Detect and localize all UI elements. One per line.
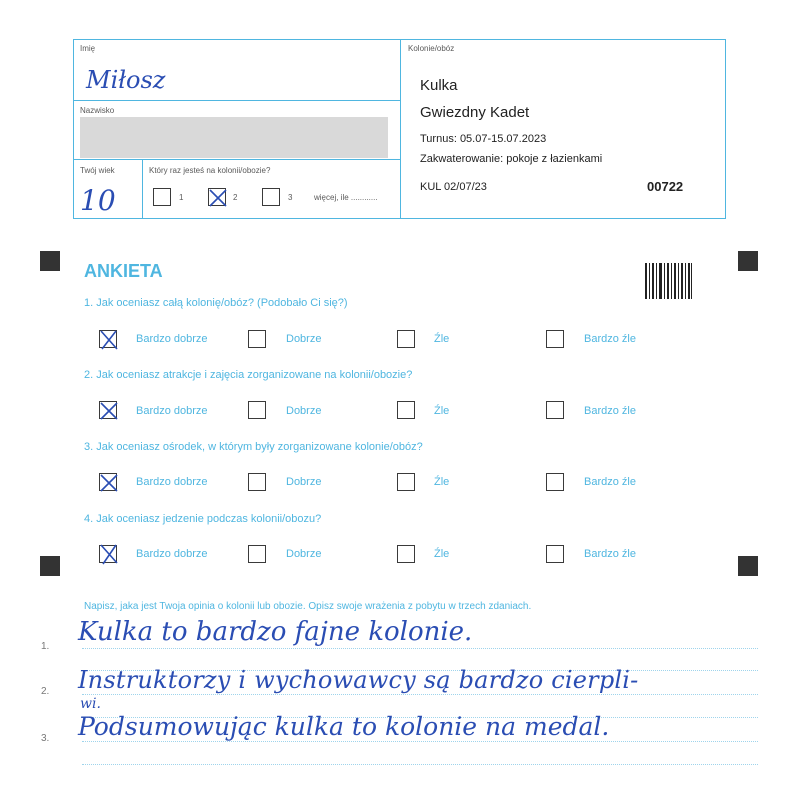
q3-option-very-good-checkbox[interactable] bbox=[99, 473, 117, 491]
times-checkbox-2[interactable] bbox=[208, 188, 226, 206]
q4-option-good-label: Dobrze bbox=[286, 548, 322, 560]
times-label: Który raz jesteś na kolonii/obozie? bbox=[149, 166, 271, 175]
turnus-text: Turnus: 05.07-15.07.2023 bbox=[420, 133, 547, 145]
q1-option-very-bad-checkbox[interactable] bbox=[546, 330, 564, 348]
q4-option-very-bad-checkbox[interactable] bbox=[546, 545, 564, 563]
q3-option-bad-label: Źle bbox=[434, 476, 450, 488]
q4-option-very-good-checkbox[interactable] bbox=[99, 545, 117, 563]
form-number: 00722 bbox=[647, 179, 684, 194]
q1-option-bad-checkbox[interactable] bbox=[397, 330, 415, 348]
camp-code: KUL 02/07/23 bbox=[420, 181, 487, 193]
q4-option-good-checkbox[interactable] bbox=[248, 545, 266, 563]
cross-mark-icon bbox=[98, 472, 120, 494]
q2-option-bad-checkbox[interactable] bbox=[397, 401, 415, 419]
q2-option-very-good-checkbox[interactable] bbox=[99, 401, 117, 419]
header-row-divider bbox=[73, 100, 400, 101]
surname-redaction bbox=[80, 117, 388, 158]
q1-option-bad-label: Źle bbox=[434, 333, 450, 345]
cross-mark-icon bbox=[98, 329, 120, 351]
q2-option-good-checkbox[interactable] bbox=[248, 401, 266, 419]
q3-option-very-bad-checkbox[interactable] bbox=[546, 473, 564, 491]
name-value[interactable]: Miłosz bbox=[86, 66, 166, 94]
line-number-1: 1. bbox=[41, 641, 50, 652]
name-label: Imię bbox=[80, 44, 96, 53]
opinion-line-2[interactable]: Instruktorzy i wychowawcy są bardzo cierpli- bbox=[78, 666, 639, 694]
writing-line bbox=[82, 741, 758, 742]
times-option-1: 1 bbox=[179, 193, 184, 202]
header-divider bbox=[400, 39, 401, 219]
opinion-line-3[interactable]: Podsumowując kulka to kolonie na medal. bbox=[78, 712, 610, 741]
writing-line bbox=[82, 764, 758, 765]
q1-option-very-bad-label: Bardzo źle bbox=[584, 333, 636, 345]
question-2: 2. Jak oceniasz atrakcje i zajęcia zorganizowane na kolonii/obozie? bbox=[84, 369, 413, 381]
q3-option-good-checkbox[interactable] bbox=[248, 473, 266, 491]
surname-label: Nazwisko bbox=[80, 106, 115, 115]
q2-option-bad-label: Źle bbox=[434, 405, 450, 417]
question-3: 3. Jak oceniasz ośrodek, w którym były zorganizowane kolonie/obóz? bbox=[84, 441, 423, 453]
header-row-divider bbox=[73, 159, 400, 160]
q3-option-good-label: Dobrze bbox=[286, 476, 322, 488]
q1-option-good-checkbox[interactable] bbox=[248, 330, 266, 348]
times-option-2: 2 bbox=[233, 193, 238, 202]
q2-option-very-good-label: Bardzo dobrze bbox=[136, 405, 208, 417]
cross-mark-icon bbox=[98, 400, 120, 422]
q2-option-very-bad-label: Bardzo źle bbox=[584, 405, 636, 417]
lodging-text: Zakwaterowanie: pokoje z łazienkami bbox=[420, 153, 603, 165]
camp-label: Kolonie/obóz bbox=[408, 44, 455, 53]
age-label: Twój wiek bbox=[80, 166, 115, 175]
registration-marker bbox=[40, 251, 60, 271]
registration-marker bbox=[738, 556, 758, 576]
times-more-label: więcej, ile ............ bbox=[314, 193, 378, 202]
times-checkbox-1[interactable] bbox=[153, 188, 171, 206]
q1-option-good-label: Dobrze bbox=[286, 333, 322, 345]
question-4: 4. Jak oceniasz jedzenie podczas kolonii/obozu? bbox=[84, 513, 322, 525]
q3-option-very-bad-label: Bardzo źle bbox=[584, 476, 636, 488]
q4-option-very-bad-label: Bardzo źle bbox=[584, 548, 636, 560]
line-number-2: 2. bbox=[41, 686, 50, 697]
q2-option-good-label: Dobrze bbox=[286, 405, 322, 417]
age-value[interactable]: 10 bbox=[80, 184, 116, 217]
opinion-prompt: Napisz, jaka jest Twoja opinia o kolonii lub obozie. Opisz swoje wrażenia z pobytu w trzech zdaniach. bbox=[84, 601, 532, 612]
q4-option-bad-label: Źle bbox=[434, 548, 450, 560]
camp-program: Gwiezdny Kadet bbox=[420, 104, 530, 121]
q1-option-very-good-label: Bardzo dobrze bbox=[136, 333, 208, 345]
survey-title: ANKIETA bbox=[84, 261, 163, 281]
barcode-icon bbox=[645, 263, 693, 299]
q4-option-bad-checkbox[interactable] bbox=[397, 545, 415, 563]
line-number-3: 3. bbox=[41, 733, 50, 744]
q3-option-very-good-label: Bardzo dobrze bbox=[136, 476, 208, 488]
q4-option-very-good-label: Bardzo dobrze bbox=[136, 548, 208, 560]
opinion-line-1[interactable]: Kulka to bardzo fajne kolonie. bbox=[78, 617, 473, 647]
times-option-3: 3 bbox=[288, 193, 293, 202]
cross-mark-icon bbox=[207, 187, 229, 209]
camp-name: Kulka bbox=[420, 77, 458, 94]
writing-line bbox=[82, 648, 758, 649]
q1-option-very-good-checkbox[interactable] bbox=[99, 330, 117, 348]
registration-marker bbox=[40, 556, 60, 576]
times-checkbox-3[interactable] bbox=[262, 188, 280, 206]
writing-line bbox=[82, 694, 758, 695]
q3-option-bad-checkbox[interactable] bbox=[397, 473, 415, 491]
q2-option-very-bad-checkbox[interactable] bbox=[546, 401, 564, 419]
registration-marker bbox=[738, 251, 758, 271]
cross-mark-icon bbox=[98, 544, 120, 566]
question-1: 1. Jak oceniasz całą kolonię/obóz? (Podobało Ci się?) bbox=[84, 297, 348, 309]
header-cell-divider bbox=[142, 159, 143, 219]
opinion-line-2-continuation[interactable]: wi. bbox=[80, 696, 101, 712]
